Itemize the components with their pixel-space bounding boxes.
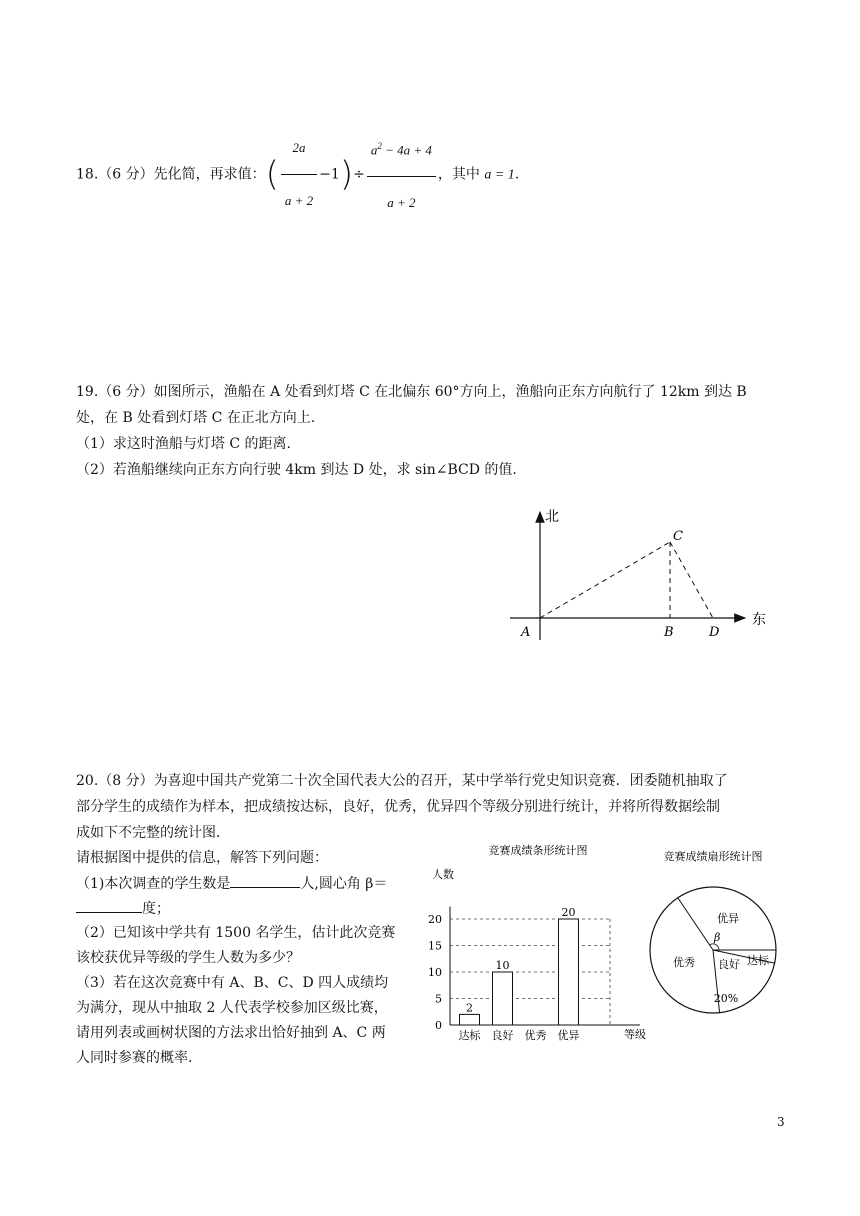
q18-prefix: 18.（6 分）先化简，再求值：	[76, 166, 266, 183]
q20-line-8: 该校获优异等级的学生人数为多少？	[76, 950, 300, 966]
pie-slice-label: 达标	[747, 954, 769, 967]
divide-sign: ÷	[353, 166, 365, 183]
point-B-label: B	[664, 625, 674, 640]
page-number: 3	[777, 1115, 785, 1129]
segment-AC	[540, 542, 670, 618]
bar-data-label: 20	[561, 906, 576, 919]
y-tick-label: 0	[435, 1019, 442, 1032]
pie-chart	[640, 844, 790, 1024]
bar-data-label: 10	[495, 959, 510, 972]
q18-line: 18.（6 分）先化简，再求值：( $\frac{2a}{a + 2}$ −1)÷ $\frac{a^2 - 4a + 4}{a + 2}$ ，其中 a = 1.	[76, 122, 519, 170]
segment-CD	[670, 542, 713, 618]
q19-line-4: （2）若渔船继续向正东方向行驶 4km 到达 D 处，求 sin∠BCD 的值.	[76, 462, 517, 478]
point-A-label: A	[521, 625, 531, 640]
q18-fraction-1: $\frac{2a}{a + 2}$	[281, 124, 317, 225]
q20-line-1: 20.（8 分）为喜迎中国共产党第二十次全国代表大公的召开，某中学举行党史知识竞赛．团委随机抽取了	[76, 773, 728, 789]
minus-one: −1	[319, 166, 340, 183]
pie-chart-title: 竞赛成绩扇形统计图	[663, 850, 763, 863]
q19-line-2: 处，在 B 处看到灯塔 C 在正北方向上.	[76, 410, 316, 426]
q20-line-3: 成如下不完整的统计图．	[76, 825, 230, 841]
q20-line-2: 部分学生的成绩作为样本，把成绩按达标，良好，优秀，优异四个等级分别进行统计，并将所得数据绘制	[76, 799, 720, 815]
point-C-label: C	[673, 529, 683, 544]
q20-line-4: 请根据图中提供的信息，解答下列问题：	[76, 850, 328, 866]
q20-line-11: 请用列表或画树状图的方法求出恰好抽到 A、C 两	[76, 1025, 386, 1041]
q19-line-1: 19.（6 分）如图所示，渔船在 A 处看到灯塔 C 在北偏东 60°方向上，渔船向正东方向航行了 12km 到达 B	[76, 384, 747, 400]
category-label: 达标	[458, 1029, 481, 1042]
pie-layer	[650, 887, 776, 1013]
bar-data-label: 2	[466, 1001, 473, 1015]
right-paren: )	[339, 154, 354, 195]
bar-layer	[428, 906, 640, 1042]
north-label: 北	[545, 509, 559, 525]
q19-line-3: （1）求这时渔船与灯塔 C 的距离.	[76, 436, 291, 452]
y-tick-label: 5	[435, 992, 442, 1006]
q20-line-6: 度；	[76, 898, 170, 919]
left-paren: (	[265, 154, 279, 195]
bar	[460, 1014, 480, 1025]
q20-line-9: （3）若在这次竞赛中有 A、B、C、D 四人成绩均	[76, 975, 389, 991]
point-D-label: D	[709, 625, 720, 640]
y-tick-label: 10	[428, 966, 442, 979]
y-tick-label: 15	[428, 939, 442, 953]
y-tick-label: 20	[428, 913, 442, 926]
bar-chart-ylabel: 人数	[432, 868, 454, 881]
bar-chart-xlabel: 等级	[624, 1028, 646, 1041]
q20-line-7: （2）已知该中学共有 1500 名学生，估计此次竞赛	[76, 925, 396, 941]
category-label: 优秀	[524, 1029, 547, 1042]
percent-annotation: 20%	[713, 992, 739, 1005]
east-label: 东	[752, 612, 766, 628]
q19-geometry-diagram	[500, 500, 780, 650]
category-label: 良好	[491, 1029, 514, 1042]
q20-line-10: 为满分，现从中抽取 2 人代表学校参加区级比赛，	[76, 1000, 388, 1016]
pie-slice-label: 优异	[717, 912, 739, 925]
answer-blank-students[interactable]	[230, 873, 300, 888]
bar	[493, 972, 513, 1025]
pie-slice-label: 良好	[718, 958, 740, 971]
bar	[559, 919, 579, 1025]
q20-line-5: （1)本次调查的学生数是 人,圆心角 β＝	[76, 873, 387, 894]
answer-blank-beta[interactable]	[76, 898, 142, 913]
q20-line-12: 人同时参赛的概率.	[76, 1050, 193, 1066]
beta-annotation: β	[714, 931, 721, 944]
q18-fraction-2: $\frac{a^2 - 4a + 4}{a + 2}$	[367, 122, 436, 227]
category-label: 优异	[557, 1029, 580, 1042]
pie-slice-label: 优秀	[673, 956, 695, 969]
bar-chart	[418, 840, 648, 1045]
bar-chart-title: 竞赛成绩条形统计图	[488, 844, 588, 857]
